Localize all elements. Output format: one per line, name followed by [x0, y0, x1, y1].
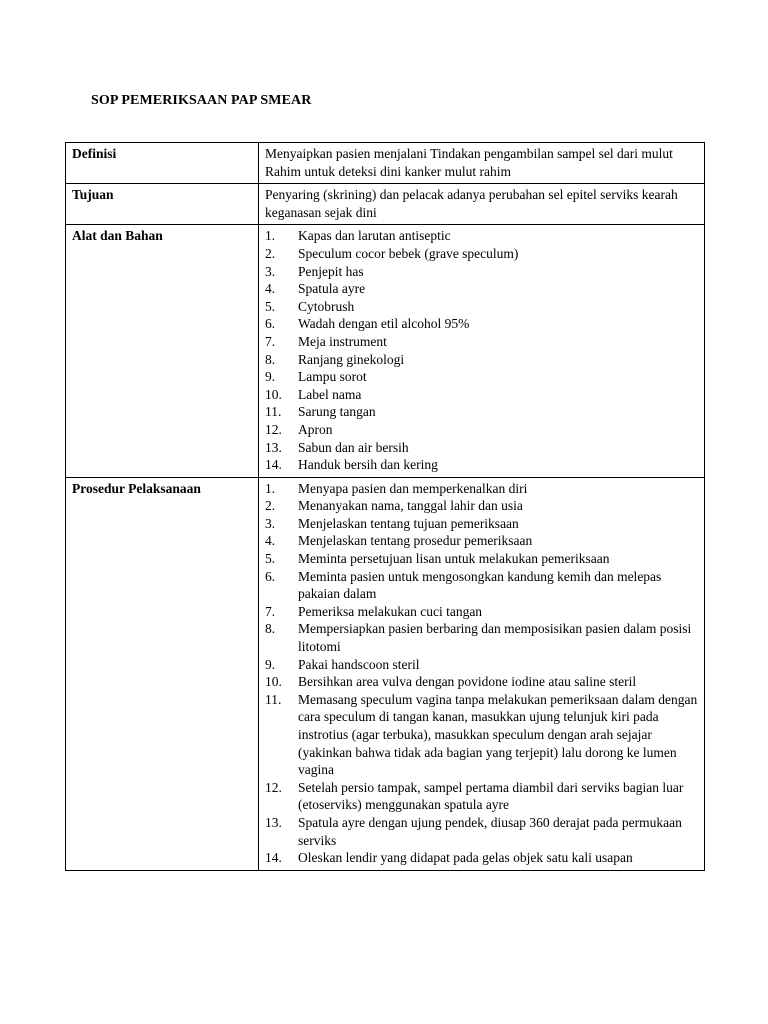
list-item-number: 1. [265, 228, 276, 244]
list-item-number: 6. [265, 316, 276, 332]
list-item [265, 227, 698, 245]
list-item-number: 14. [265, 457, 282, 473]
row-label: Tujuan [66, 184, 259, 225]
list-item-text: Meja instrument [298, 333, 387, 349]
list-item [265, 568, 698, 603]
list-item-text: Speculum cocor bebek (grave speculum) [298, 245, 519, 261]
list-item-number: 2. [265, 498, 276, 514]
row-content [259, 225, 705, 477]
list-item [265, 245, 698, 263]
row-content [259, 143, 705, 184]
list-item-text: Handuk bersih dan kering [298, 457, 438, 473]
list-item [265, 298, 698, 316]
row-alat-bahan [66, 225, 705, 477]
tujuan-text: Penyaring (skrining) dan pelacak adanya perubahan sel epitel serviks kearah keganasan sejak dini [265, 187, 678, 220]
row-label: Prosedur Pelaksanaan [66, 477, 259, 870]
list-item-number: 1. [265, 480, 276, 496]
document-title: SOP PEMERIKSAAN PAP SMEAR [91, 93, 312, 108]
list-item-number: 11. [265, 404, 282, 420]
list-item [265, 368, 698, 386]
list-item [265, 263, 698, 281]
list-item-text: Cytobrush [298, 298, 355, 314]
list-item-text: Sabun dan air bersih [298, 439, 409, 455]
list-item-number: 4. [265, 281, 276, 297]
list-item-text: Apron [298, 421, 333, 437]
list-item-text: Ranjang ginekologi [298, 351, 405, 367]
list-item [265, 315, 698, 333]
list-item-text: Setelah persio tampak, sampel pertama diambil dari serviks bagian luar (etoserviks) menggunakan spatula ayre [298, 779, 684, 813]
list-item-text: Memasang speculum vagina tanpa melakukan pemeriksaan dalam dengan cara speculum di tangan kanan, masukkan ujung telunjuk kiri pada instrotius (agar terbuka), masukkan speculum dengan arah sejajar (yakinkan bahwa tidak ada bagian yang terjepit) lalu dorong ke lumen vagina [298, 691, 698, 778]
list-item [265, 779, 698, 814]
row-content [259, 477, 705, 870]
list-item [265, 620, 698, 655]
list-item [265, 515, 698, 533]
list-item-text: Menjelaskan tentang prosedur pemeriksaan [298, 533, 533, 549]
list-item-text: Menjelaskan tentang tujuan pemeriksaan [298, 515, 519, 531]
list-item-number: 7. [265, 603, 276, 619]
list-item-text: Lampu sorot [298, 369, 367, 385]
list-item-text: Pemeriksa melakukan cuci tangan [298, 603, 483, 619]
sop-table [65, 142, 705, 871]
list-item-number: 3. [265, 515, 276, 531]
row-tujuan [66, 184, 705, 225]
list-item [265, 603, 698, 621]
list-item-text: Spatula ayre [298, 281, 366, 297]
list-item-number: 8. [265, 621, 276, 637]
list-item-text: Kapas dan larutan antiseptic [298, 228, 451, 244]
list-item-text: Meminta pasien untuk mengosongkan kandung kemih dan melepas pakaian dalam [298, 568, 662, 602]
list-item-text: Oleskan lendir yang didapat pada gelas objek satu kali usapan [298, 850, 633, 866]
list-item-text: Mempersiapkan pasien berbaring dan memposisikan pasien dalam posisi litotomi [298, 621, 692, 655]
list-item-number: 5. [265, 551, 276, 567]
list-item [265, 814, 698, 849]
list-item [265, 849, 698, 867]
list-item-text: Wadah dengan etil alcohol 95% [298, 316, 470, 332]
definisi-text: Menyaipkan pasien menjalani Tindakan pengambilan sampel sel dari mulut Rahim untuk deteksi dini kanker mulut rahim [265, 146, 673, 179]
row-prosedur [66, 477, 705, 870]
list-item [265, 497, 698, 515]
list-item-number: 5. [265, 298, 276, 314]
list-item [265, 439, 698, 457]
list-item-number: 10. [265, 386, 282, 402]
list-item-number: 12. [265, 421, 282, 437]
list-item [265, 550, 698, 568]
list-item-number: 8. [265, 351, 276, 367]
list-item [265, 480, 698, 498]
alat-bahan-list [265, 227, 698, 473]
list-item [265, 403, 698, 421]
list-item [265, 656, 698, 674]
list-item-number: 3. [265, 263, 276, 279]
list-item [265, 386, 698, 404]
list-item-text: Pakai handscoon steril [298, 656, 420, 672]
list-item-text: Penjepit has [298, 263, 364, 279]
list-item-number: 14. [265, 850, 282, 866]
list-item [265, 456, 698, 474]
list-item-number: 12. [265, 779, 282, 795]
list-item-number: 13. [265, 814, 282, 830]
list-item-text: Sarung tangan [298, 404, 376, 420]
list-item [265, 691, 698, 779]
prosedur-list [265, 480, 698, 867]
row-label: Definisi [66, 143, 259, 184]
list-item-number: 2. [265, 245, 276, 261]
list-item-number: 7. [265, 333, 276, 349]
list-item [265, 333, 698, 351]
list-item-number: 9. [265, 656, 276, 672]
list-item-text: Meminta persetujuan lisan untuk melakukan pemeriksaan [298, 551, 610, 567]
list-item-text: Menanyakan nama, tanggal lahir dan usia [298, 498, 523, 514]
row-content [259, 184, 705, 225]
list-item-text: Menyapa pasien dan memperkenalkan diri [298, 480, 528, 496]
row-definisi [66, 143, 705, 184]
row-label: Alat dan Bahan [66, 225, 259, 477]
list-item-number: 6. [265, 568, 276, 584]
list-item-number: 4. [265, 533, 276, 549]
list-item [265, 280, 698, 298]
list-item-number: 13. [265, 439, 282, 455]
list-item [265, 673, 698, 691]
list-item-text: Bersihkan area vulva dengan povidone iodine atau saline steril [298, 674, 637, 690]
list-item [265, 421, 698, 439]
list-item-number: 11. [265, 691, 282, 707]
list-item [265, 532, 698, 550]
list-item-number: 10. [265, 674, 282, 690]
list-item-text: Label nama [298, 386, 362, 402]
list-item-text: Spatula ayre dengan ujung pendek, diusap 360 derajat pada permukaan serviks [298, 814, 682, 848]
list-item-number: 9. [265, 369, 276, 385]
list-item [265, 351, 698, 369]
